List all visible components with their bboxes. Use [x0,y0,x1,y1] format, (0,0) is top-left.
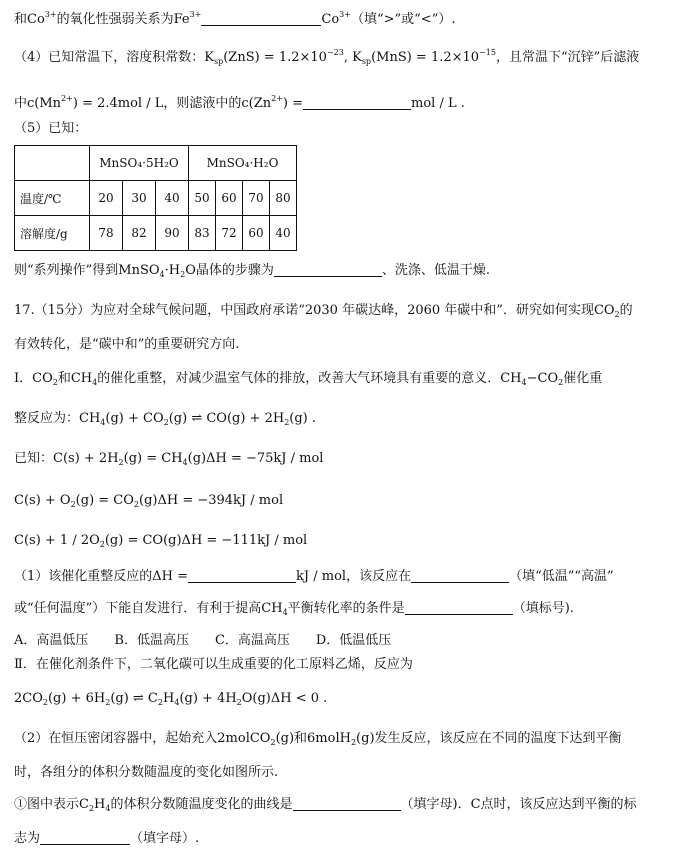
text-run: ) = 2.4mol / L，则滤液中的c(Zn [72,96,272,111]
text-run: (g) + 6H [47,691,106,706]
table-cell: 78 [90,216,123,251]
table-cell: 60 [243,216,270,251]
text-run: 或“任何温度”）下能自发进行．有利于提高CH [14,601,283,616]
text-run: （1）该催化重整反应的ΔH = [14,569,189,584]
row-label: 温度/℃ [15,181,90,216]
text-run: (g) . [289,411,317,426]
text-run: (MnS) = 1.2×10 [371,50,480,65]
subscript: 2 [163,418,169,427]
text-run: (g) = CH [123,451,183,466]
text-line-l16 [14,656,413,674]
text-run: （填字母）. [130,831,200,846]
answer-blank[interactable] [411,568,509,583]
subscript: 2 [558,378,564,387]
text-run: C(s) + 1 / 2O [14,533,100,548]
text-run: 时，各组分的体积分数随温度的变化如图所示. [14,765,279,780]
text-run: 有效转化，是“碳中和”的重要研究方向. [14,337,240,352]
subscript: 4 [100,418,106,427]
text-run: 志为 [14,831,41,846]
text-run: ·H [164,263,181,278]
text-run: 的体积分数随温度变化的曲线是 [110,797,293,812]
table-cell: 72 [216,216,243,251]
text-run: ) = [282,96,304,111]
text-run: （5）已知： [14,121,88,136]
subscript: 4 [159,270,165,279]
subscript: 4 [105,804,111,813]
subscript: 4 [182,458,188,467]
row-label: 溶解度/g [15,216,90,251]
text-run: (g) = CO(g)ΔH = −111kJ / mol [104,533,308,548]
subscript: sp [361,57,372,66]
text-run: C(s) + O [14,493,71,508]
text-run: Ⅱ．在催化剂条件下，二氧化碳可以生成重要的化工原料乙烯，反应为 [14,657,413,672]
text-run: (ZnS) = 1.2×10 [223,50,327,65]
text-run: (g) + 4H [179,691,237,706]
table-cell: 20 [90,181,123,216]
table-cell: 90 [156,216,189,251]
table-cell: 83 [189,216,216,251]
table-corner-cell [15,146,90,181]
table-cell: 50 [189,181,216,216]
superscript: −15 [479,48,496,57]
subscript: 2 [157,698,163,707]
text-run: Ⅰ．CO [14,371,53,386]
answer-blank[interactable] [274,262,382,277]
text-run: A．高温低压 B．低温高压 C．高温高压 D．低温低压 [14,633,392,648]
text-run: 和Co [14,12,45,27]
text-line-l5 [14,262,490,284]
subscript: 2 [133,500,139,509]
subscript: 2 [105,698,111,707]
text-line-l1 [14,6,455,29]
text-run: (g) ⇌ C [110,691,158,706]
text-run: （填“低温”“高温” [509,569,614,584]
answer-blank[interactable] [201,11,321,26]
text-line-l15 [14,632,391,650]
text-line-l4 [14,120,87,138]
subscript: 2 [118,458,124,467]
text-run: O(g)ΔH < 0 . [241,691,328,706]
table-header-pentahydrate: MnSO₄·5H₂O [90,146,189,181]
text-run: 已知：C(s) + 2H [14,451,119,466]
text-run: (g) = CO [75,493,134,508]
text-run: H [94,797,106,812]
text-run: （4）已知常温下，溶度积常数：K [14,50,214,65]
table-cell: 30 [123,181,156,216]
text-line-l6 [14,302,633,324]
text-line-l12 [14,532,307,554]
answer-blank[interactable] [303,95,411,110]
subscript: 2 [42,698,48,707]
table-cell: 70 [243,181,270,216]
text-run: (g)ΔH = −394kJ / mol [139,493,284,508]
table-cell: 82 [123,216,156,251]
text-line-l14 [14,600,574,622]
text-run: 催化重 [563,371,603,386]
text-run: （填标号). [512,601,574,616]
superscript: 2+ [271,94,283,103]
text-run: H [162,691,175,706]
text-run: (g)ΔH = −75kJ / mol [187,451,324,466]
text-run: 的氧化性强弱关系为Fe [56,12,190,27]
text-run: 平衡转化率的条件是 [287,601,405,616]
text-run: Co [321,12,340,27]
text-run: （填“>”或“<”）. [350,12,456,27]
text-line-l9 [14,410,316,432]
table-cell: 60 [216,181,243,216]
text-run: (g) ⇌ CO(g) + 2H [168,411,285,426]
subscript: 2 [99,540,105,549]
subscript: 2 [614,310,620,319]
superscript: 3+ [339,10,351,19]
text-line-l17 [14,690,327,712]
text-line-l10 [14,450,323,472]
subscript: 2 [236,698,242,707]
superscript: 3+ [44,10,57,19]
answer-blank[interactable] [188,568,296,583]
superscript: −23 [326,48,344,57]
text-line-l8 [14,370,602,392]
text-run: 整反应为：CH [14,411,101,426]
text-line-l7 [14,336,239,354]
subscript: 2 [284,418,290,427]
text-line-l13 [14,568,614,586]
text-run: 、洗涤、低温干燥. [381,263,491,278]
superscript: 2+ [61,94,73,103]
text-run: −CO [526,371,559,386]
subscript: 2 [88,804,95,813]
subscript: 4 [174,698,180,707]
text-line-l11 [14,492,283,514]
subscript: 2 [350,738,357,747]
text-run: （填字母)．C点时，该反应达到平衡的标 [400,797,637,812]
text-run: , K [343,50,362,65]
text-line-l3 [14,90,465,113]
text-line-l19 [14,764,278,782]
text-run: kJ / mol，该反应在 [296,569,412,584]
text-run: （2）在恒压密闭容器中，起始充入2molCO [14,731,271,746]
answer-blank[interactable] [293,796,401,811]
subscript: 2 [70,500,76,509]
table-cell: 80 [270,181,297,216]
table-header-monohydrate: MnSO₄·H₂O [189,146,297,181]
answer-blank[interactable] [40,830,130,845]
solubility-table [14,145,297,251]
text-run: ①图中表示C [14,797,89,812]
text-run: O晶体的步骤为 [185,263,274,278]
text-run: 和CH [57,371,93,386]
text-run: 17.（15分）为应对全球气候问题，中国政府承诺“2030 年碳达峰，2060 年碳中和”．研究如何实现CO [14,303,615,318]
superscript: 3+ [189,10,202,19]
answer-blank[interactable] [405,600,513,615]
subscript: 2 [180,270,186,279]
table-cell: 40 [156,181,189,216]
subscript: 2 [270,738,276,747]
subscript: 4 [521,378,527,387]
table-header-row [15,146,297,181]
text-line-l21 [14,830,199,848]
subscript: 4 [92,378,98,387]
subscript: 2 [52,378,58,387]
text-run: 的 [619,303,633,318]
table-row-solubility [15,216,297,251]
text-run: mol / L . [411,96,465,111]
text-run: 中c(Mn [14,96,62,111]
table-row-temperature [15,181,297,216]
text-run: 则“系列操作”得到MnSO [14,263,160,278]
text-run: (g)和6molH [275,731,351,746]
text-run: (g)发生反应，该反应在不同的温度下达到平衡 [356,731,622,746]
subscript: 4 [282,608,288,617]
table-cell: 40 [270,216,297,251]
subscript: sp [213,57,224,66]
text-run: ，且常温下“沉锌”后滤液 [495,50,640,65]
text-line-l2 [14,44,639,71]
text-run: (g) + CO [105,411,164,426]
text-run: 2CO [14,691,43,706]
text-run: 的催化重整，对减少温室气体的排放，改善大气环境具有重要的意义．CH [97,371,522,386]
text-line-l20 [14,796,637,818]
text-line-l18 [14,730,622,752]
